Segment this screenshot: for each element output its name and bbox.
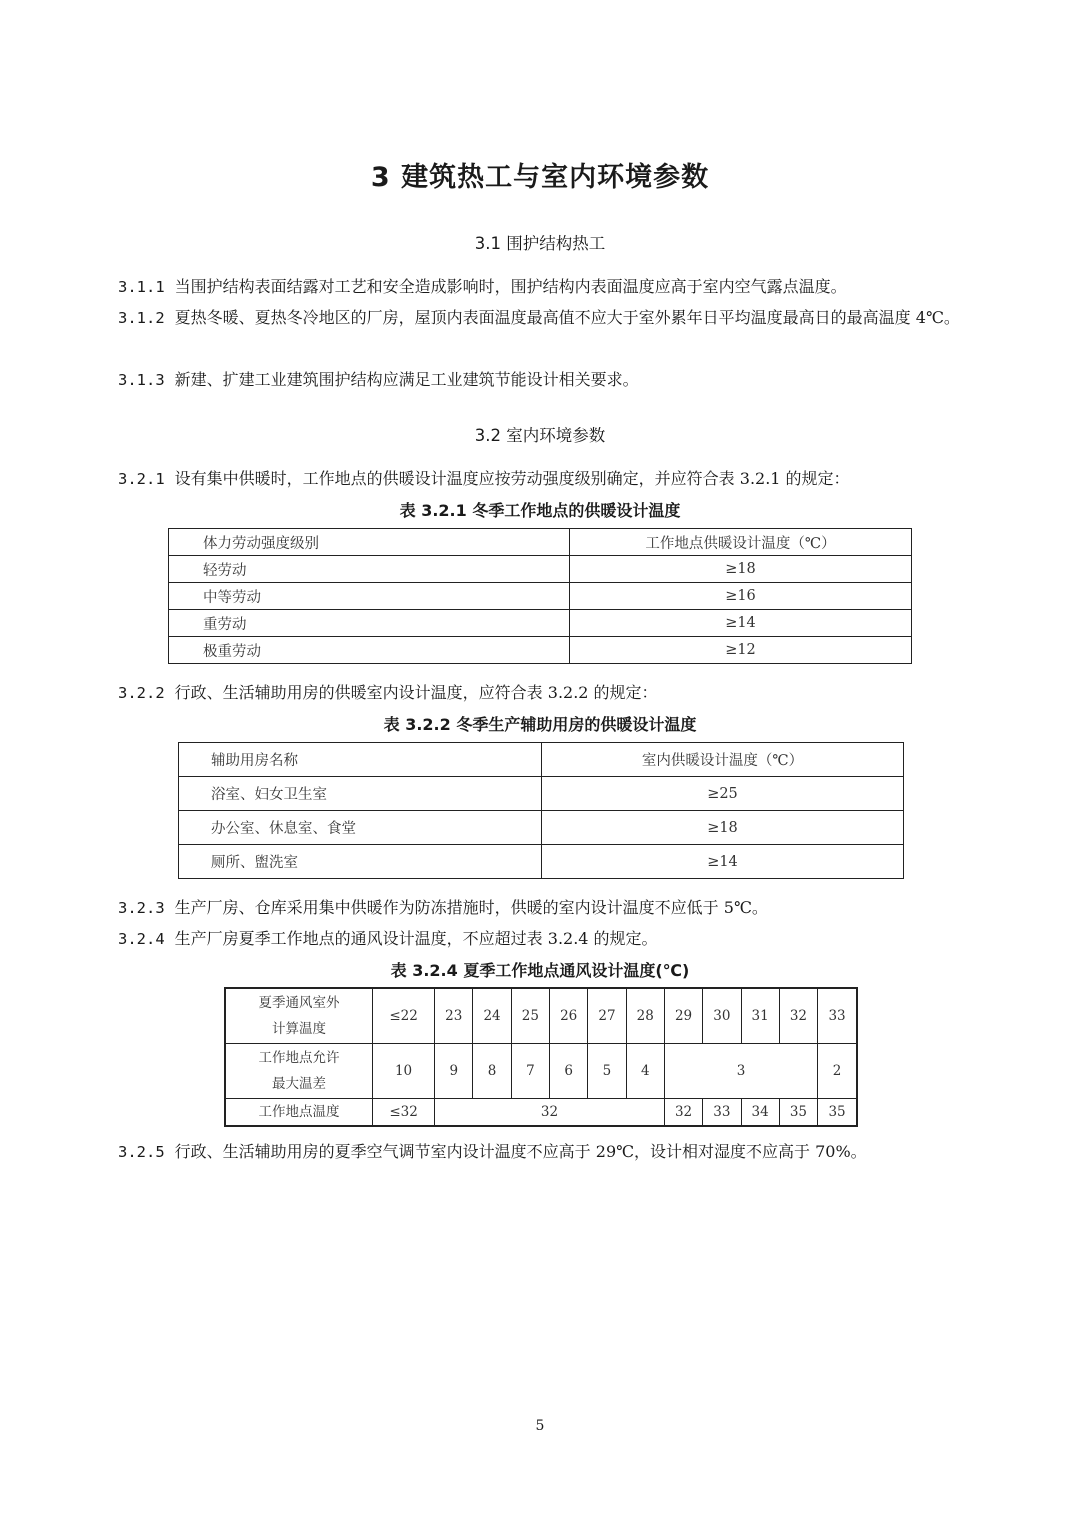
table-row <box>179 845 904 879</box>
table-cell: 30 <box>703 988 741 1044</box>
table-row <box>179 777 904 811</box>
table-cell: 32 <box>435 1099 665 1127</box>
table-cell: 厕所、盥洗室 <box>179 845 542 879</box>
row-header-line: 计算温度 <box>272 1021 326 1037</box>
clause-number: 3.1.3 <box>118 371 165 389</box>
table-cell: 28 <box>626 988 664 1044</box>
table-row <box>225 1099 857 1127</box>
clause-number: 3.1.2 <box>118 309 165 327</box>
chapter-title: 3 建筑热工与室内环境参数 <box>370 162 710 193</box>
row-header-line: 夏季通风室外 <box>258 995 340 1011</box>
table-cell: 4 <box>626 1044 664 1099</box>
table-cell: 7 <box>511 1044 549 1099</box>
section-heading-3-1: 3.1 围护结构热工 <box>474 234 606 253</box>
row-header-line: 工作地点允许 <box>258 1050 340 1066</box>
table-cell: 浴室、妇女卫生室 <box>179 777 542 811</box>
table-cell: ≥12 <box>570 637 912 664</box>
table-cell: 极重劳动 <box>169 637 570 664</box>
row-header-cell <box>225 1044 373 1099</box>
table-header-row <box>169 529 912 556</box>
table-cell: 27 <box>588 988 626 1044</box>
clause-text: 行政、生活辅助用房的夏季空气调节室内设计温度不应高于 29℃，设计相对湿度不应高于 70%。 <box>174 1142 867 1161</box>
table-header-cell: 体力劳动强度级别 <box>169 529 570 556</box>
clause-number: 3.2.2 <box>118 684 165 702</box>
table-header-row <box>179 743 904 777</box>
table-header-cell: 工作地点供暖设计温度（℃） <box>570 529 912 556</box>
clause-number: 3.2.3 <box>118 899 165 917</box>
table-cell: 35 <box>779 1099 817 1127</box>
table-cell: 5 <box>588 1044 626 1099</box>
table-cell: 24 <box>473 988 511 1044</box>
row-header-line: 最大温差 <box>272 1076 326 1092</box>
table-3-2-1 <box>168 528 912 664</box>
table-row <box>169 556 912 583</box>
table-cell: 26 <box>550 988 588 1044</box>
table-row <box>225 1044 857 1099</box>
page-number: 5 <box>535 1418 545 1434</box>
table-cell: 6 <box>550 1044 588 1099</box>
table-cell: ≥18 <box>542 811 904 845</box>
table-cell: 35 <box>818 1099 857 1127</box>
table-cell: 轻劳动 <box>169 556 570 583</box>
table-cell: 2 <box>818 1044 857 1099</box>
table-cell: ≤32 <box>373 1099 435 1127</box>
clause-number: 3.2.1 <box>118 470 165 488</box>
clause-3-2-5 <box>118 1137 968 1167</box>
table-3-2-1-caption: 表 3.2.1 冬季工作地点的供暖设计温度 <box>399 501 681 520</box>
clause-3-2-2 <box>118 678 968 708</box>
table-cell: 25 <box>511 988 549 1044</box>
clause-text: 生产厂房夏季工作地点的通风设计温度，不应超过表 3.2.4 的规定。 <box>174 929 658 948</box>
clause-number: 3.1.1 <box>118 278 165 296</box>
table-header-cell: 室内供暖设计温度（℃） <box>542 743 904 777</box>
table-cell: 29 <box>664 988 702 1044</box>
table-cell: 32 <box>779 988 817 1044</box>
table-row <box>169 610 912 637</box>
table-cell: ≥18 <box>570 556 912 583</box>
table-3-2-2-caption: 表 3.2.2 冬季生产辅助用房的供暖设计温度 <box>383 715 697 734</box>
table-cell: 23 <box>435 988 473 1044</box>
clause-3-2-4 <box>118 924 968 954</box>
table-cell: 中等劳动 <box>169 583 570 610</box>
table-cell: ≤22 <box>373 988 435 1044</box>
table-header-cell: 辅助用房名称 <box>179 743 542 777</box>
clause-3-2-1 <box>118 464 968 494</box>
table-row <box>169 637 912 664</box>
table-cell: 33 <box>703 1099 741 1127</box>
table-cell: ≥16 <box>570 583 912 610</box>
clause-text: 新建、扩建工业建筑围护结构应满足工业建筑节能设计相关要求。 <box>174 370 639 389</box>
clause-text: 夏热冬暖、夏热冬冷地区的厂房，屋顶内表面温度最高值不应大于室外累年日平均温度最高日的最高温度 4℃。 <box>174 308 960 327</box>
clause-text: 当围护结构表面结露对工艺和安全造成影响时，围护结构内表面温度应高于室内空气露点温度。 <box>174 277 847 296</box>
clause-text: 生产厂房、仓库采用集中供暖作为防冻措施时，供暖的室内设计温度不应低于 5℃。 <box>174 898 768 917</box>
clause-number: 3.2.5 <box>118 1143 165 1161</box>
table-cell: ≥25 <box>542 777 904 811</box>
clause-text: 行政、生活辅助用房的供暖室内设计温度，应符合表 3.2.2 的规定： <box>174 683 658 702</box>
table-row <box>169 583 912 610</box>
table-cell: 10 <box>373 1044 435 1099</box>
table-cell: 33 <box>818 988 857 1044</box>
table-cell: 重劳动 <box>169 610 570 637</box>
clause-3-2-3 <box>118 893 968 923</box>
clause-text: 设有集中供暖时，工作地点的供暖设计温度应按劳动强度级别确定，并应符合表 3.2.1 的规定： <box>174 469 850 488</box>
table-cell: 3 <box>664 1044 817 1099</box>
clause-number: 3.2.4 <box>118 930 165 948</box>
table-cell: 9 <box>435 1044 473 1099</box>
table-3-2-2 <box>178 742 904 879</box>
table-row <box>225 988 857 1044</box>
clause-3-1-3 <box>118 365 968 395</box>
clause-3-1-2 <box>118 303 968 333</box>
table-cell: 8 <box>473 1044 511 1099</box>
table-cell: ≥14 <box>570 610 912 637</box>
row-header-cell <box>225 988 373 1044</box>
table-cell: 31 <box>741 988 779 1044</box>
table-row <box>179 811 904 845</box>
table-3-2-4 <box>224 987 858 1127</box>
table-cell: 34 <box>741 1099 779 1127</box>
row-header-cell: 工作地点温度 <box>225 1099 373 1127</box>
table-cell: 32 <box>664 1099 702 1127</box>
clause-3-1-1 <box>118 272 968 302</box>
table-3-2-4-caption: 表 3.2.4 夏季工作地点通风设计温度(℃) <box>390 961 690 980</box>
section-heading-3-2: 3.2 室内环境参数 <box>474 426 606 445</box>
table-cell: 办公室、休息室、食堂 <box>179 811 542 845</box>
table-cell: ≥14 <box>542 845 904 879</box>
